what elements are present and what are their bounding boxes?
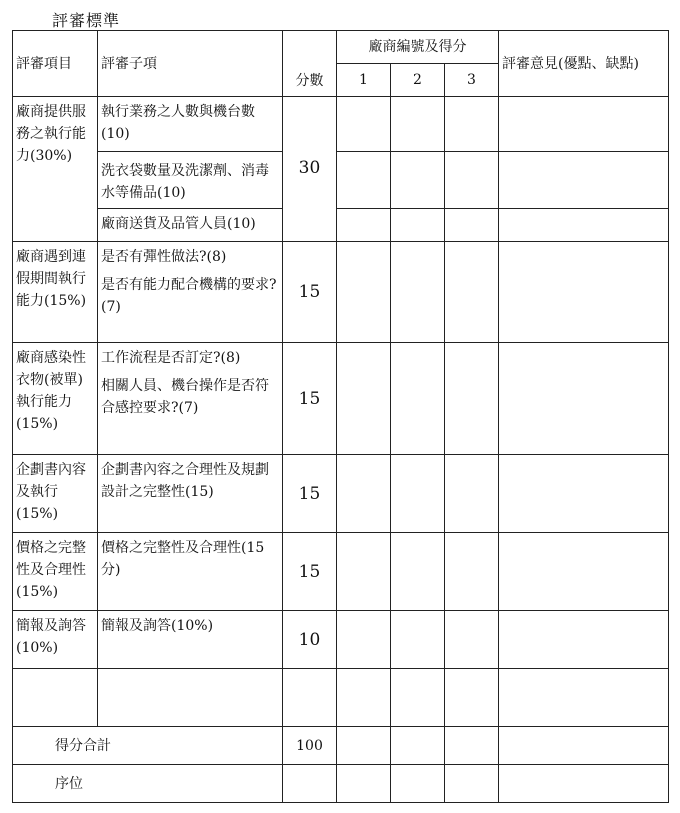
score-cell[interactable] (391, 455, 445, 533)
header-vendor-1: 1 (337, 64, 391, 97)
subitem-group (98, 343, 283, 455)
subitem: 企劃書內容之合理性及規劃設計之完整性(15) (98, 455, 283, 533)
comment-cell[interactable] (499, 669, 669, 727)
header-vendor-2: 2 (391, 64, 445, 97)
row-item: 廠商遇到連假期間執行能力(15%) (13, 242, 98, 343)
empty-cell (283, 765, 337, 803)
subitem: 執行業務之人數與機台數(10) (98, 97, 283, 152)
score-cell[interactable] (391, 209, 445, 242)
row-item: 企劃書內容及執行(15%) (13, 455, 98, 533)
score-cell[interactable] (391, 97, 445, 152)
score-cell[interactable] (337, 533, 391, 611)
subitem: 是否有能力配合機構的要求?(7) (101, 277, 277, 315)
score-cell[interactable] (391, 343, 445, 455)
total-label: 得分合計 (13, 727, 283, 765)
subitem: 是否有彈性做法?(8) (101, 249, 227, 265)
header-vendor-group: 廠商編號及得分 (337, 31, 499, 64)
score-cell[interactable] (445, 533, 499, 611)
header-item: 評審項目 (13, 31, 98, 97)
score-cell[interactable] (391, 669, 445, 727)
score-cell[interactable] (445, 97, 499, 152)
comment-cell[interactable] (499, 343, 669, 455)
row-score: 15 (283, 533, 337, 611)
row-score: 10 (283, 611, 337, 669)
row-score: 15 (283, 242, 337, 343)
empty-cell (283, 669, 337, 727)
comment-cell[interactable] (499, 242, 669, 343)
row-item: 廠商感染性衣物(被單)執行能力(15%) (13, 343, 98, 455)
row-item: 廠商提供服務之執行能力(30%) (13, 97, 98, 242)
header-vendor-3: 3 (445, 64, 499, 97)
empty-cell (13, 669, 98, 727)
score-cell[interactable] (337, 242, 391, 343)
total-cell[interactable] (445, 727, 499, 765)
score-cell[interactable] (445, 152, 499, 209)
score-cell[interactable] (391, 533, 445, 611)
total-cell[interactable] (337, 727, 391, 765)
score-cell[interactable] (391, 242, 445, 343)
score-cell[interactable] (445, 611, 499, 669)
score-cell[interactable] (445, 209, 499, 242)
total-cell[interactable] (391, 727, 445, 765)
comment-cell[interactable] (499, 455, 669, 533)
evaluation-table (12, 30, 669, 803)
comment-cell[interactable] (499, 97, 669, 152)
rank-cell[interactable] (337, 765, 391, 803)
score-cell[interactable] (445, 242, 499, 343)
comment-cell[interactable] (499, 152, 669, 209)
subitem: 洗衣袋數量及洗潔劑、消毒水等備品(10) (98, 152, 283, 209)
score-cell[interactable] (337, 611, 391, 669)
row-item: 價格之完整性及合理性(15%) (13, 533, 98, 611)
comment-cell[interactable] (499, 765, 669, 803)
row-score: 15 (283, 455, 337, 533)
header-score: 分數 (283, 31, 337, 97)
score-cell[interactable] (391, 611, 445, 669)
score-cell[interactable] (337, 343, 391, 455)
score-cell[interactable] (337, 669, 391, 727)
empty-cell (98, 669, 283, 727)
comment-cell[interactable] (499, 611, 669, 669)
subitem-group (98, 242, 283, 343)
rank-cell[interactable] (445, 765, 499, 803)
rank-cell[interactable] (391, 765, 445, 803)
rank-label: 序位 (13, 765, 283, 803)
comment-cell[interactable] (499, 209, 669, 242)
subitem: 相關人員、機台操作是否符合感控要求?(7) (101, 378, 269, 416)
score-cell[interactable] (445, 455, 499, 533)
score-cell[interactable] (337, 152, 391, 209)
total-score: 100 (283, 727, 337, 765)
subitem: 價格之完整性及合理性(15分) (98, 533, 283, 611)
comment-cell[interactable] (499, 727, 669, 765)
subitem: 簡報及詢答(10%) (98, 611, 283, 669)
row-score: 15 (283, 343, 337, 455)
page-title: 評審標準 (52, 11, 121, 30)
score-cell[interactable] (337, 209, 391, 242)
score-cell[interactable] (337, 97, 391, 152)
score-cell[interactable] (337, 455, 391, 533)
row-item: 簡報及詢答(10%) (13, 611, 98, 669)
score-cell[interactable] (445, 343, 499, 455)
subitem: 廠商送貨及品管人員(10) (98, 209, 283, 242)
score-cell[interactable] (445, 669, 499, 727)
row-score: 30 (283, 97, 337, 242)
score-cell[interactable] (391, 152, 445, 209)
subitem: 工作流程是否訂定?(8) (101, 350, 241, 366)
comment-cell[interactable] (499, 533, 669, 611)
header-subitem: 評審子項 (98, 31, 283, 97)
header-comment: 評審意見(優點、缺點) (499, 31, 669, 97)
